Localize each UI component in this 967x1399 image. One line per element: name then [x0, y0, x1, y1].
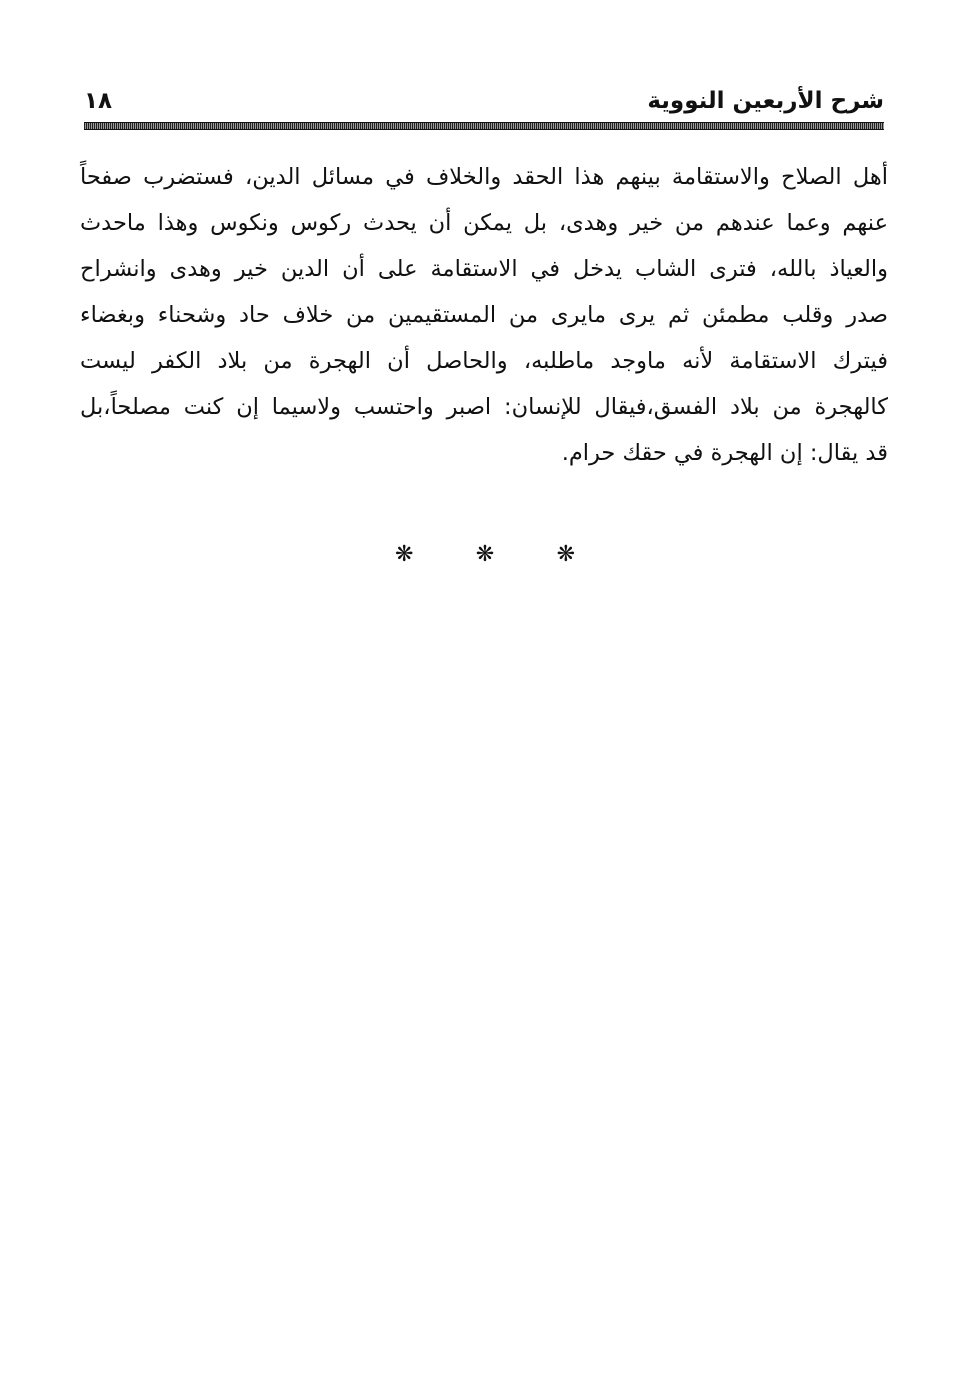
asterism-star-icon: ❋	[395, 542, 414, 567]
text-line: كالهجرة من بلاد الفسق،فيقال للإنسان: اصبر واحتسب ولاسيما إن كنت مصلحاً،بل	[80, 394, 888, 420]
text-line: صدر وقلب مطمئن ثم يرى مايرى من المستقيمين من خلاف حاد وشحناء وبغضاء	[80, 302, 888, 328]
running-header	[84, 84, 884, 120]
page-number: ١٨	[84, 88, 113, 114]
section-separator	[395, 540, 575, 570]
text-line: قد يقال: إن الهجرة في حقك حرام.	[561, 440, 888, 466]
text-line: فيترك الاستقامة لأنه ماوجد ماطلبه، والحاصل أن الهجرة من بلاد الكفر ليست	[80, 348, 888, 374]
text-line: أهل الصلاح والاستقامة بينهم هذا الحقد والخلاف في مسائل الدين، فستضرب صفحاً	[80, 164, 888, 190]
asterism-star-icon: ❋	[475, 542, 495, 567]
header-title: شرح الأربعين النووية	[647, 88, 884, 114]
body-paragraph	[80, 154, 888, 476]
header-rule	[84, 122, 884, 130]
text-line: عنهم وعما عندهم من خير وهدى، بل يمكن أن يحدث ركوس ونكوس وهذا ماحدث	[80, 210, 888, 236]
text-line: والعياذ بالله، فترى الشاب يدخل في الاستقامة على أن الدين خير وهدى وانشراح	[80, 256, 888, 282]
asterism-star-icon: ❋	[556, 542, 575, 567]
